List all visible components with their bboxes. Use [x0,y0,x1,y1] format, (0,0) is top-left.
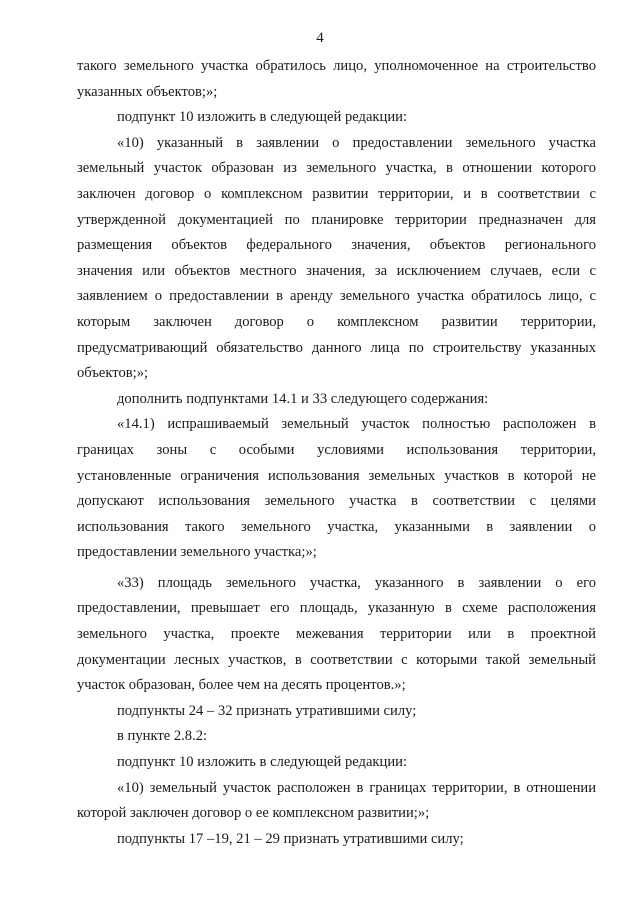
paragraph [77,105,596,131]
text-line: предоставлении земельного участка;»; [77,544,317,561]
page-number: 4 [316,30,324,46]
text-line: в пункте 2.8.2: [117,728,208,745]
paragraph [77,699,596,725]
text-line: такого земельного участка обратилось лицо, уполномоченное на строительство [77,58,596,74]
text-line: подпункт 10 изложить в следующей редакции: [117,109,408,126]
text-line: «33) площадь земельного участка, указанного в заявлении о его [117,574,596,591]
text-line: дополнить подпунктами 14.1 и 33 следующего содержания: [117,390,489,407]
document-body [77,54,596,852]
paragraph [77,412,596,566]
text-line: установленные ограничения использования земельных участков в которой не [77,467,596,484]
text-line: подпункты 17 –19, 21 – 29 признать утратившими силу; [117,830,464,847]
paragraph [77,571,596,699]
paragraph [77,724,596,750]
paragraph [77,387,596,413]
text-line: подпункты 24 – 32 признать утратившими силу; [117,702,417,719]
text-line: земельного участка, проекте межевания территории или в проектной [77,626,596,643]
paragraph [77,776,596,827]
text-line: объектов;»; [77,365,149,382]
paragraph [77,750,596,776]
text-line: заключен договор о комплексном развитии территории, и в соответствии с [77,185,596,202]
text-line: «10) указанный в заявлении о предоставлении земельного участка [117,134,596,151]
text-line: которой заключен договор о ее комплексном развитии;»; [77,805,430,822]
text-line: значения или объектов местного значения, за исключением случаев, если с [77,262,596,279]
text-line: которым заключен договор о комплексном развитии территории, [77,313,596,330]
paragraph [77,827,596,853]
text-line: участок образован, более чем на десять процентов.»; [77,677,406,694]
text-line: земельный участок образован из земельного участка, в отношении которого [77,160,596,177]
text-line: допускают использования земельного участка в соответствии с целями [77,493,596,510]
text-line: размещения объектов федерального значения, объектов регионального [77,237,596,254]
text-line: подпункт 10 изложить в следующей редакции: [117,754,408,771]
text-line: предусматривающий обязательство данного лица по строительству указанных [77,339,596,356]
text-line: использования такого земельного участка, указанными в заявлении о [77,518,596,535]
paragraph [77,54,596,105]
text-line: границах зоны с особыми условиями использования территории, [77,441,596,458]
text-line: «10) земельный участок расположен в границах территории, в отношении [117,779,596,796]
text-line: предоставлении, превышает его площадь, указанную в схеме расположения [77,600,596,617]
paragraph [77,131,596,387]
text-line: заявлением о предоставлении в аренду земельного участка обратилось лицо, с [77,288,596,305]
text-line: «14.1) испрашиваемый земельный участок полностью расположен в [117,416,596,433]
text-line: утвержденной документацией по планировке территории предназначен для [77,211,596,228]
text-line: документации лесных участков, в соответствии с которыми такой земельный [77,651,596,668]
text-line: указанных объектов;»; [77,83,218,100]
